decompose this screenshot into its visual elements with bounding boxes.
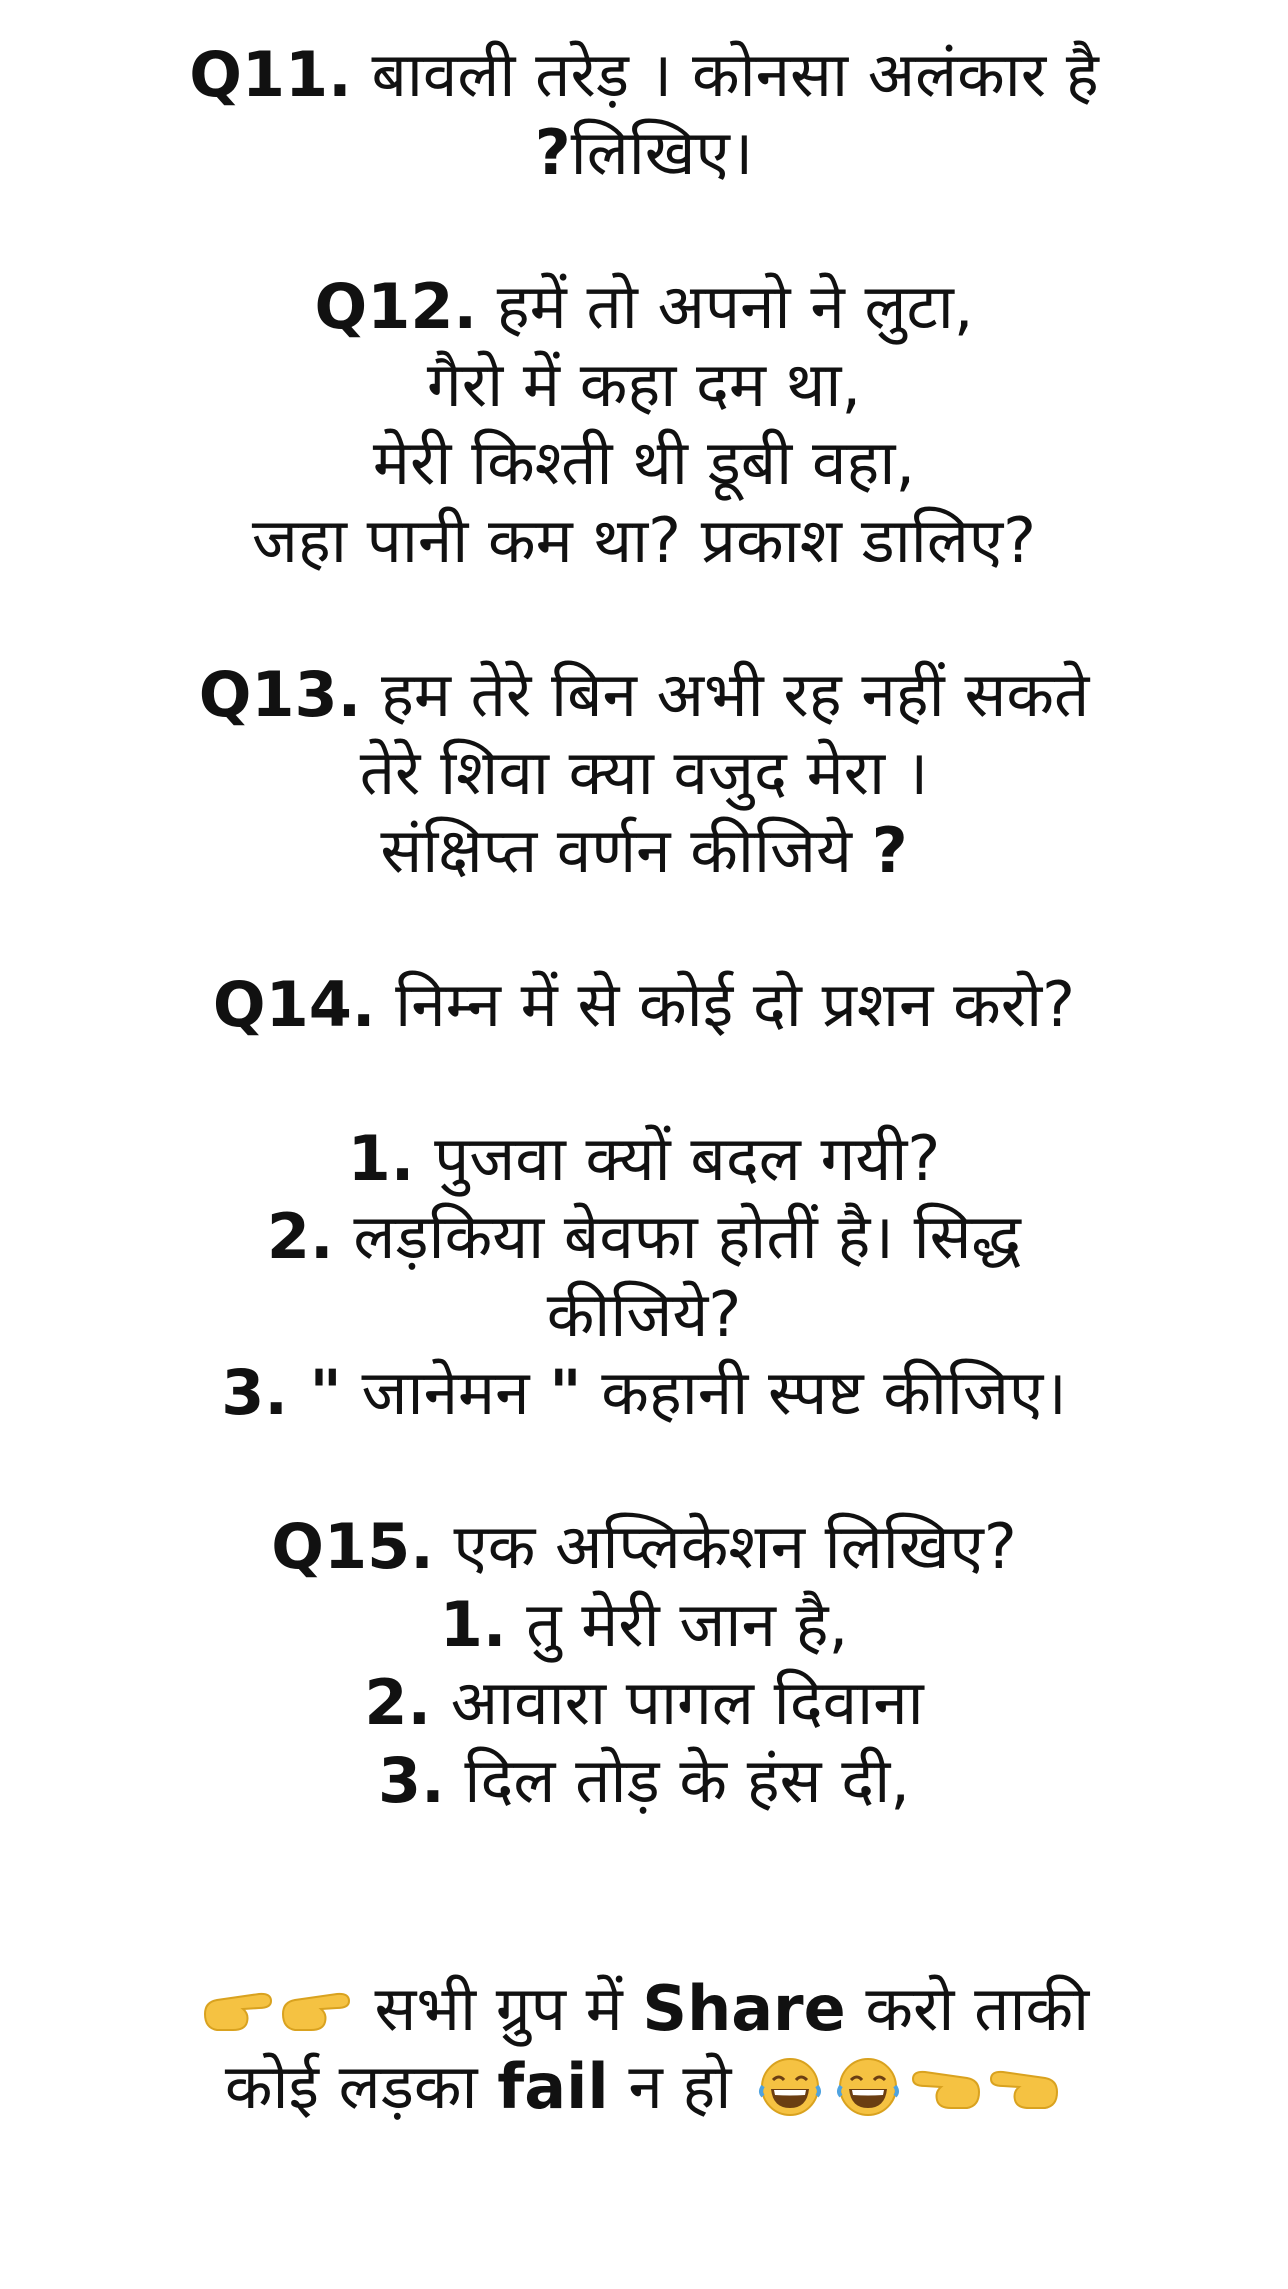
q15-option-3-text: दिल तोड़ के हंस दी, — [444, 1744, 910, 1817]
q12-line-3: मेरी किश्ती थी डूबी वहा, — [372, 426, 916, 499]
q11-question-mark: ? — [534, 116, 571, 189]
q12-line-2: गैरो में कहा दम था, — [426, 348, 862, 421]
q11-label: Q11. — [189, 38, 352, 111]
footer-text-4: न हो — [608, 2050, 752, 2123]
q12-text-1: हमें तो अपनो ने लुटा, — [477, 270, 974, 343]
q14-option-3-text-2: कहानी स्पष्ट कीजिए। — [581, 1356, 1067, 1429]
footer-fail-word: fail — [497, 2050, 609, 2123]
q13-question-mark: ? — [871, 814, 908, 887]
q14-option-1-num: 1. — [347, 1122, 415, 1195]
q15-line-1 — [60, 1508, 1228, 1586]
q14-label: Q14. — [212, 968, 376, 1041]
footer-text-3: कोई लड़का — [224, 2050, 498, 2123]
q14-text-1: निम्न में से कोई दो प्रशन करो? — [375, 968, 1076, 1041]
pointing-right-icon — [277, 1978, 355, 2040]
footer-line-1 — [60, 1970, 1228, 2048]
q15-option-1 — [60, 1586, 1228, 1664]
q15-option-2-num: 2. — [364, 1666, 432, 1739]
q14-option-3 — [60, 1354, 1228, 1432]
footer-text-2: करो ताकी — [845, 1972, 1090, 2045]
question-13 — [60, 656, 1228, 890]
q14-line-1 — [60, 966, 1228, 1044]
q12-line-4: जहा पानी कम था? प्रकाश डालिए? — [251, 504, 1037, 577]
q14-options — [60, 1120, 1228, 1432]
quiz-page — [60, 36, 1228, 2126]
laughing-face-icon — [751, 2056, 829, 2118]
q15-option-2-text: आवारा पागल दिवाना — [431, 1666, 924, 1739]
q15-option-1-text: तु मेरी जान है, — [506, 1588, 849, 1661]
q15-text-1: एक अप्लिकेशन लिखिए? — [433, 1510, 1017, 1583]
q14-option-1 — [60, 1120, 1228, 1198]
q14-option-2-num: 2. — [266, 1200, 334, 1273]
footer-text-1: सभी ग्रुप में — [354, 1972, 643, 2045]
q11-text-2: लिखिए। — [570, 116, 754, 189]
q14-option-3-quote: " — [549, 1356, 582, 1429]
share-footer — [60, 1970, 1228, 2126]
q14-option-3-num: 3. " — [221, 1356, 342, 1429]
q11-line-1 — [60, 36, 1228, 114]
question-12 — [60, 268, 1228, 580]
question-14 — [60, 966, 1228, 1044]
pointing-left-icon — [907, 2056, 985, 2118]
pointing-left-icon — [985, 2056, 1063, 2118]
q14-option-2-text: लड़किया बेवफा होतीं है। सिद्ध — [333, 1200, 1022, 1273]
q13-text-3: संक्षिप्त वर्णन कीजिये — [380, 814, 872, 887]
q13-line-3 — [60, 812, 1228, 890]
q14-option-3-text: जानेमन — [341, 1356, 550, 1429]
q15-label: Q15. — [271, 1510, 434, 1583]
q15-option-3 — [60, 1742, 1228, 1820]
q13-text-1: हम तेरे बिन अभी रह नहीं सकते — [361, 658, 1090, 731]
laughing-face-icon — [829, 2056, 907, 2118]
q13-line-2: तेरे शिवा क्या वजुद मेरा । — [359, 736, 929, 809]
pointing-right-icon — [199, 1978, 277, 2040]
question-15 — [60, 1508, 1228, 1820]
q13-label: Q13. — [198, 658, 362, 731]
q15-option-2 — [60, 1664, 1228, 1742]
q14-option-1-text: पुजवा क्यों बदल गयी? — [414, 1122, 941, 1195]
footer-share-word: Share — [642, 1972, 846, 2045]
q13-line-1 — [60, 656, 1228, 734]
q15-option-3-num: 3. — [378, 1744, 445, 1817]
q11-line-2 — [60, 114, 1228, 192]
q15-option-1-num: 1. — [439, 1588, 507, 1661]
q14-option-2-cont: कीजिये? — [546, 1278, 742, 1351]
question-11 — [60, 36, 1228, 192]
q14-option-2 — [60, 1198, 1228, 1276]
q11-text-1: बावली तरेड़ । कोनसा अलंकार है — [351, 38, 1099, 111]
q12-line-1 — [60, 268, 1228, 346]
footer-line-2 — [60, 2048, 1228, 2126]
q12-label: Q12. — [314, 270, 478, 343]
